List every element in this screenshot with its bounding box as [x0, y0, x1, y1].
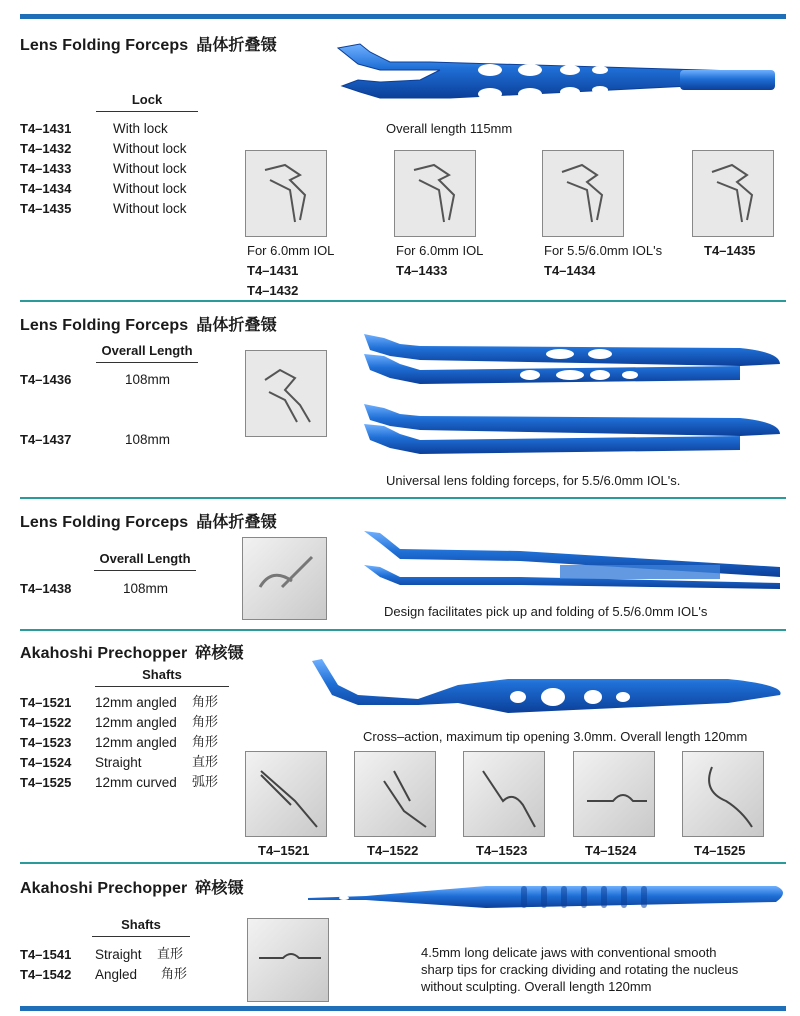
tip-sketch-icon	[692, 761, 756, 829]
lock-column-header: Lock	[96, 92, 198, 112]
item-value: 12mm curved	[95, 775, 177, 790]
item-value: Straight	[95, 755, 142, 770]
section-title-cn: 晶体折叠镊	[196, 35, 277, 54]
item-code: T4–1434	[20, 181, 72, 196]
tip-code: T4–1525	[694, 843, 746, 858]
lens-folding-forceps-image	[330, 40, 790, 120]
item-value: Without lock	[113, 161, 187, 176]
tip-sketch-icon	[702, 160, 762, 230]
item-code: T4–1523	[20, 735, 72, 750]
item-code: T4–1435	[20, 201, 72, 216]
item-code: T4–1438	[20, 581, 72, 596]
item-value-cn: 角形	[161, 967, 188, 982]
item-value: With lock	[113, 121, 168, 136]
item-value: Without lock	[113, 181, 187, 196]
overall-length-header: Overall Length	[94, 551, 196, 571]
overall-length-header: Overall Length	[96, 343, 198, 363]
tip-sketch-icon	[257, 930, 321, 990]
item-value-cn: 角形	[192, 735, 219, 750]
item-value: 108mm	[125, 432, 171, 447]
item-value: 12mm angled	[95, 715, 177, 730]
tip-code: T4–1433	[396, 263, 448, 278]
section-4-description: Cross–action, maximum tip opening 3.0mm. Overall length 120mm	[363, 729, 748, 744]
item-value-cn: 直形	[192, 755, 219, 770]
prechopper-image	[308, 655, 788, 725]
section-3-description: Design facilitates pick up and folding of 5.5/6.0mm IOL's	[384, 604, 708, 619]
section-divider	[20, 300, 786, 302]
item-code: T4–1522	[20, 715, 72, 730]
tip-code: T4–1521	[258, 843, 310, 858]
tip-sketch-icon	[252, 547, 317, 607]
item-value: 12mm angled	[95, 695, 177, 710]
item-code: T4–1521	[20, 695, 72, 710]
universal-forceps-image	[360, 330, 790, 460]
item-value-cn: 直形	[157, 947, 184, 962]
tip-caption: For 6.0mm IOL	[247, 243, 335, 258]
tip-code: T4–1524	[585, 843, 637, 858]
section-title-text: Lens Folding Forceps	[20, 317, 189, 334]
section-title-text: Lens Folding Forceps	[20, 37, 189, 54]
section-title-cn: 碎核镊	[195, 643, 244, 662]
item-value-cn: 角形	[192, 715, 219, 730]
section-title-text: Lens Folding Forceps	[20, 514, 189, 531]
shafts-header: Shafts	[95, 667, 229, 687]
bottom-rule	[20, 1006, 786, 1011]
item-value: 108mm	[125, 372, 171, 387]
section-3-item-list	[20, 579, 240, 599]
tip-code: T4–1522	[367, 843, 419, 858]
item-code: T4–1524	[20, 755, 72, 770]
tip-sketch-icon	[583, 761, 647, 829]
section-4-title	[20, 640, 244, 663]
tip-sketch-icon	[255, 160, 315, 230]
section-2-title	[20, 312, 277, 335]
item-code: T4–1542	[20, 967, 72, 982]
tip-sketch-icon	[255, 360, 315, 430]
section-2-item-list	[20, 370, 240, 450]
section-5-description-line: 4.5mm long delicate jaws with conventional smooth	[421, 945, 717, 960]
section-divider	[20, 629, 786, 631]
item-code: T4–1432	[20, 141, 72, 156]
section-2-description: Universal lens folding forceps, for 5.5/6.0mm IOL's.	[386, 473, 681, 488]
prechopper-straight-image	[306, 872, 790, 920]
item-value: 12mm angled	[95, 735, 177, 750]
item-code: T4–1433	[20, 161, 72, 176]
item-value: Without lock	[113, 141, 187, 156]
section-title-cn: 碎核镊	[195, 878, 244, 897]
tip-caption: For 5.5/6.0mm IOL's	[544, 243, 663, 258]
item-code: T4–1525	[20, 775, 72, 790]
section-3-title	[20, 509, 277, 532]
tip-caption: For 6.0mm IOL	[396, 243, 484, 258]
section-title-text: Akahoshi Prechopper	[20, 880, 188, 897]
tip-sketch-icon	[473, 761, 537, 829]
tip-code: T4–1432	[247, 283, 299, 298]
item-value: 108mm	[123, 581, 169, 596]
tip-code: T4–1523	[476, 843, 528, 858]
section-1-title	[20, 32, 277, 55]
section-title-cn: 晶体折叠镊	[196, 315, 277, 334]
section-1-description: Overall length 115mm	[386, 121, 513, 136]
tip-code: T4–1434	[544, 263, 596, 278]
item-value: Without lock	[113, 201, 187, 216]
item-value-cn: 弧形	[192, 775, 219, 790]
item-code: T4–1437	[20, 432, 72, 447]
tip-sketch-icon	[364, 761, 428, 829]
section-divider	[20, 862, 786, 864]
top-rule	[20, 14, 786, 19]
item-code: T4–1431	[20, 121, 72, 136]
item-value: Angled	[95, 967, 138, 982]
section-title-text: Akahoshi Prechopper	[20, 645, 188, 662]
item-code: T4–1541	[20, 947, 72, 962]
tip-sketch-icon	[404, 160, 464, 230]
section-5-description-line: sharp tips for cracking dividing and rotating the nucleus	[421, 962, 739, 977]
tip-code: T4–1431	[247, 263, 299, 278]
section-divider	[20, 497, 786, 499]
shafts-header: Shafts	[92, 917, 190, 937]
tip-code: T4–1435	[704, 243, 756, 258]
item-code: T4–1436	[20, 372, 72, 387]
section-5-title	[20, 875, 244, 898]
tip-sketch-icon	[255, 761, 319, 829]
section-5-item-list	[20, 945, 240, 985]
tip-sketch-icon	[552, 160, 612, 230]
section-4-item-list	[20, 693, 240, 793]
pickup-forceps-image	[360, 525, 790, 595]
item-value: Straight	[95, 947, 142, 962]
item-value-cn: 角形	[192, 695, 219, 710]
section-title-cn: 晶体折叠镊	[196, 512, 277, 531]
section-5-description-line: without sculpting. Overall length 120mm	[421, 979, 652, 994]
